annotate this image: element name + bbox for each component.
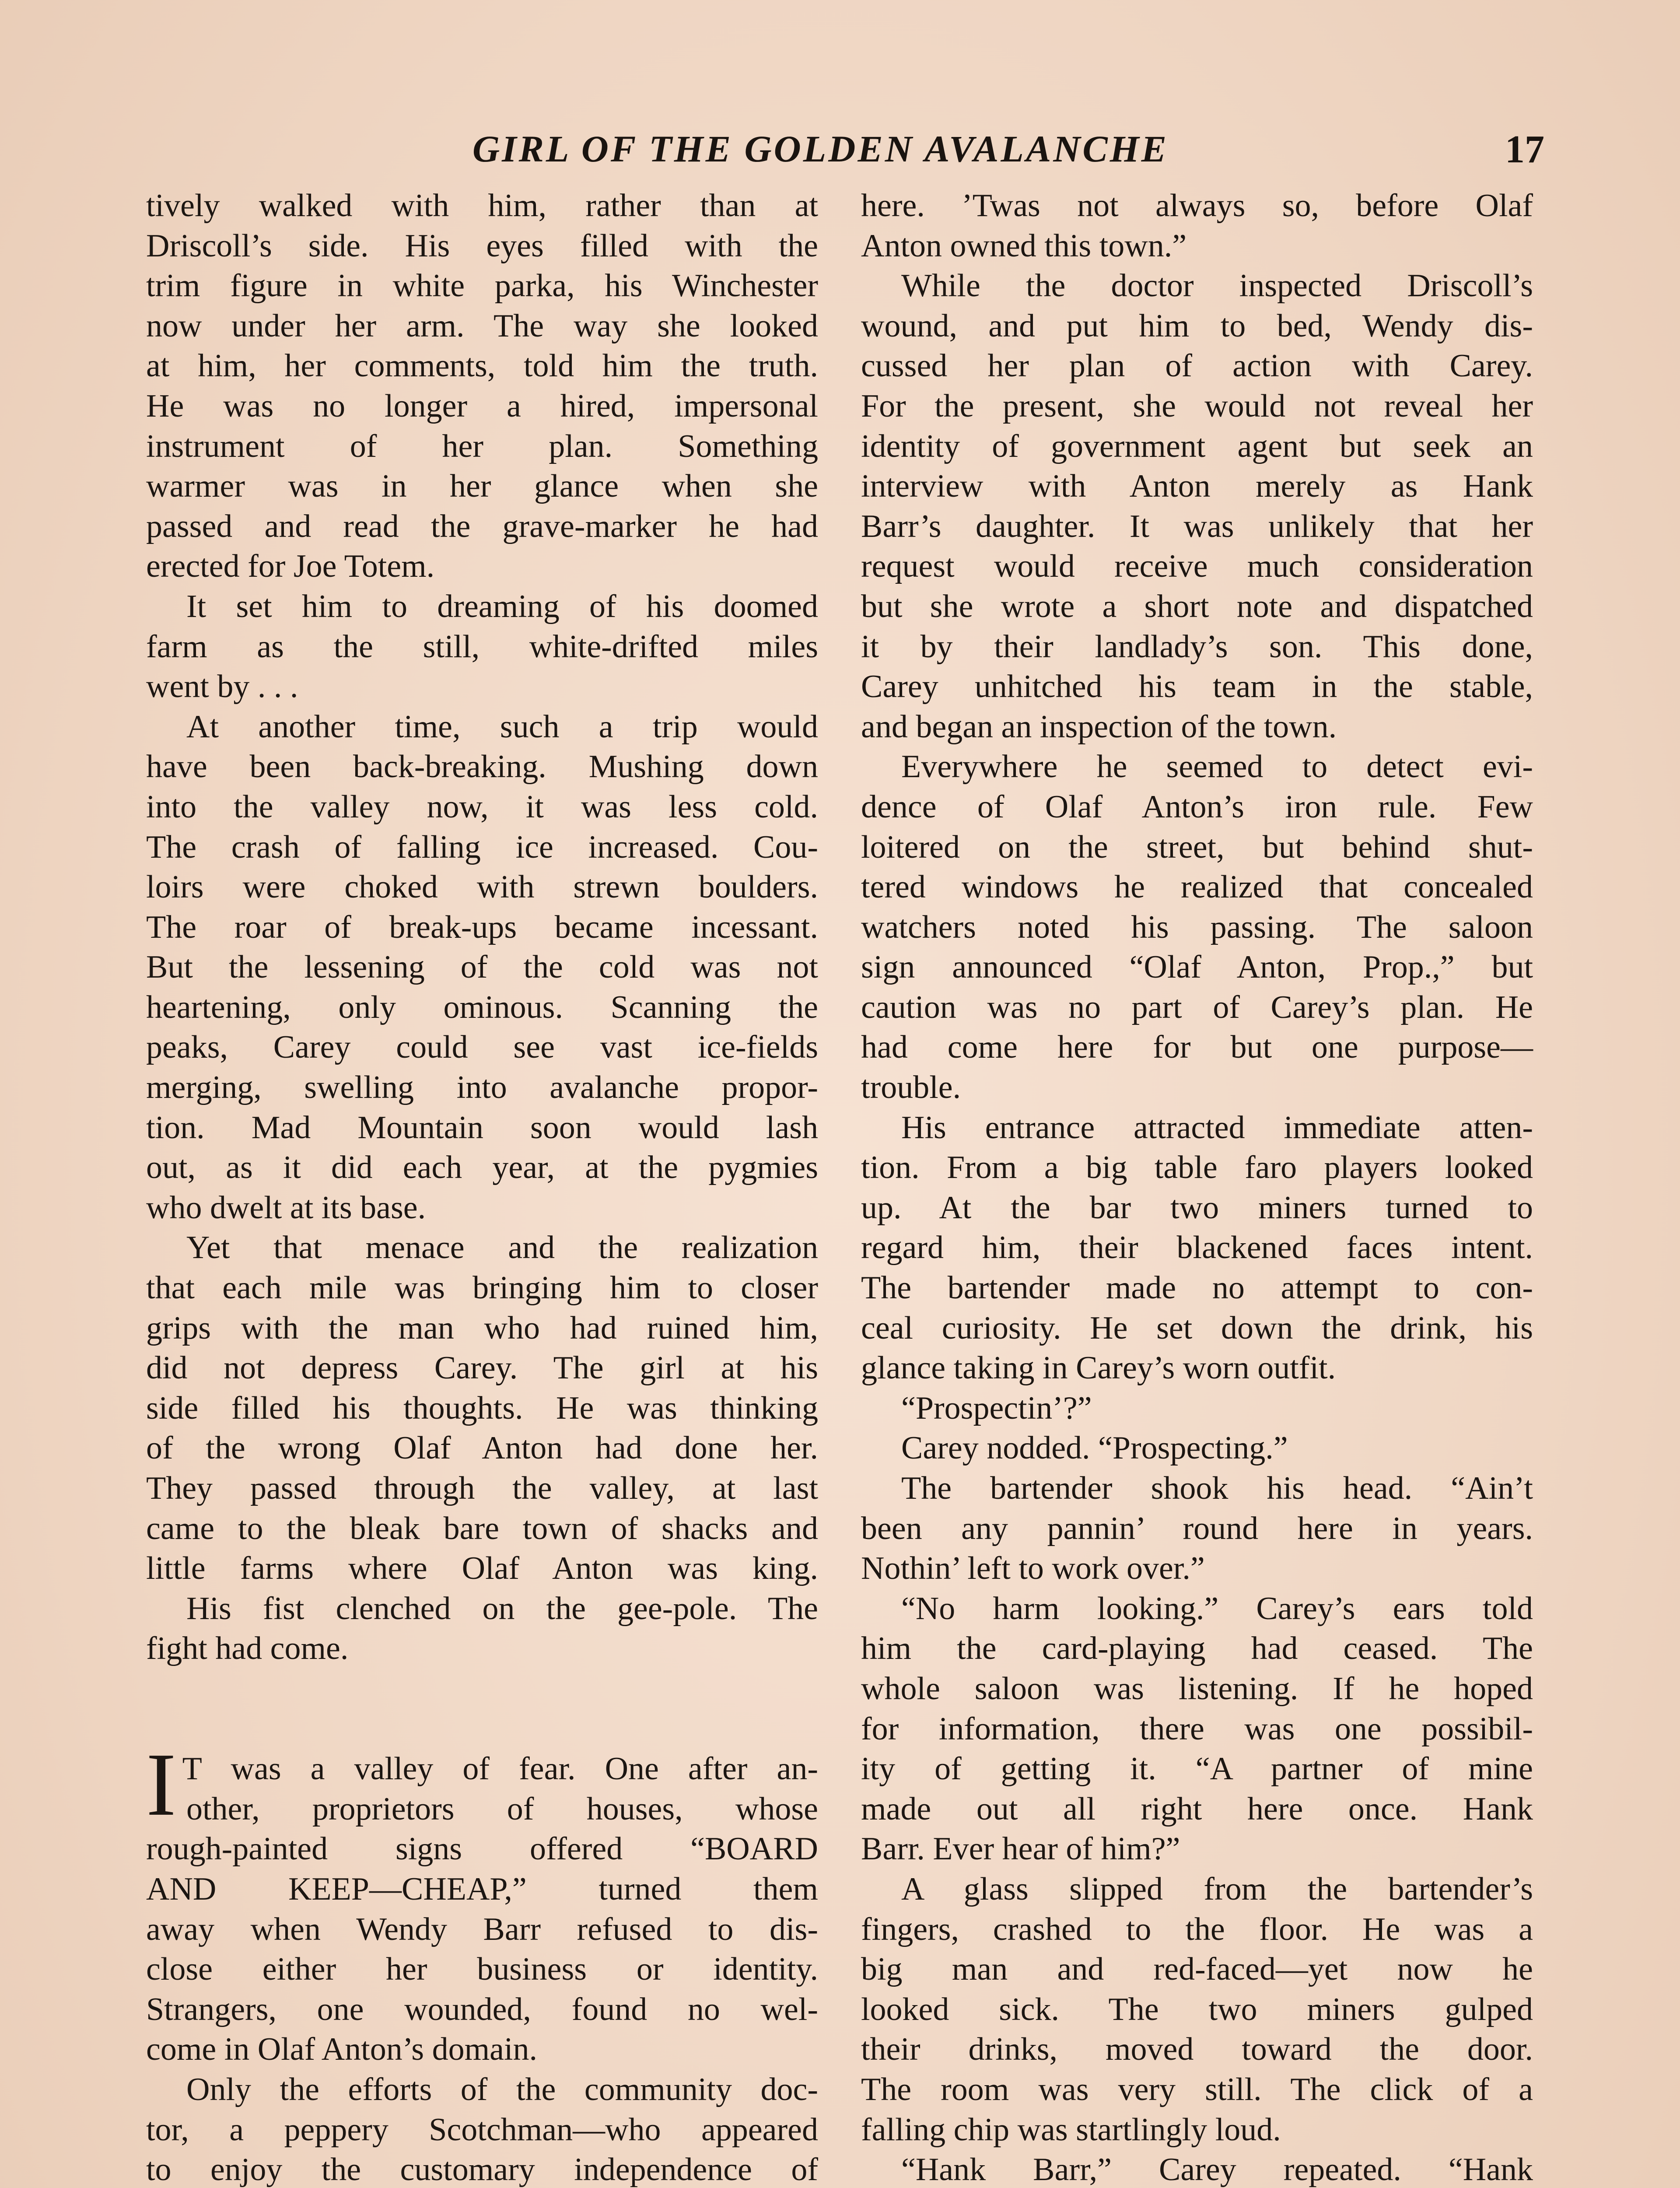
text-line: rough-painted signs offered “BOARD bbox=[146, 1831, 818, 1867]
text-column-left bbox=[146, 186, 818, 2188]
text-line: heartening, only ominous. Scanning the bbox=[146, 989, 818, 1025]
text-line bbox=[146, 1709, 818, 1750]
text-line: here. ’Twas not always so, before Olaf bbox=[861, 188, 1533, 224]
text-column-right bbox=[861, 186, 1533, 2188]
text-line: identity of government agent but seek an bbox=[861, 428, 1533, 464]
text-line: dence of Olaf Anton’s iron rule. Few bbox=[861, 789, 1533, 825]
text-line: erected for Joe Totem. bbox=[146, 548, 435, 585]
text-line: grips with the man who had ruined him, bbox=[146, 1310, 818, 1346]
text-line: wound, and put him to bed, Wendy dis- bbox=[861, 308, 1533, 344]
text-line: now under her arm. The way she looked bbox=[146, 308, 818, 344]
text-line: Nothin’ left to work over.” bbox=[861, 1550, 1205, 1587]
text-line: who dwelt at its base. bbox=[146, 1189, 426, 1226]
text-line: While the doctor inspected Driscoll’s bbox=[901, 268, 1533, 304]
text-line: fingers, crashed to the floor. He was a bbox=[861, 1911, 1533, 1947]
text-line: Only the efforts of the community doc- bbox=[186, 2071, 818, 2107]
text-line: tively walked with him, rather than at bbox=[146, 188, 818, 224]
text-line: peaks, Carey could see vast ice-fields bbox=[146, 1029, 818, 1066]
text-line: For the present, she would not reveal her bbox=[861, 388, 1533, 424]
text-line: glance taking in Carey’s worn outfit. bbox=[861, 1350, 1336, 1386]
text-line: ceal curiosity. He set down the drink, his bbox=[861, 1310, 1533, 1346]
text-line: passed and read the grave-marker he had bbox=[146, 508, 818, 544]
text-line: of the wrong Olaf Anton had done her. bbox=[146, 1430, 818, 1466]
text-line: up. At the bar two miners turned to bbox=[861, 1189, 1533, 1226]
text-line: The roar of break-ups became incessant. bbox=[146, 909, 818, 945]
text-line: side filled his thoughts. He was thinking bbox=[146, 1390, 818, 1426]
text-line: His entrance attracted immediate atten- bbox=[901, 1109, 1533, 1146]
text-line: come in Olaf Anton’s domain. bbox=[146, 2031, 538, 2068]
text-line: The bartender made no attempt to con- bbox=[861, 1270, 1533, 1306]
text-line: looked sick. The two miners gulped bbox=[861, 1991, 1533, 2027]
text-line: Carey nodded. “Prospecting.” bbox=[901, 1430, 1288, 1466]
text-line: The room was very still. The click of a bbox=[861, 2071, 1533, 2107]
text-line: into the valley now, it was less cold. bbox=[146, 789, 818, 825]
text-line: Strangers, one wounded, found no wel- bbox=[146, 1991, 818, 2027]
text-line: fight had come. bbox=[146, 1630, 349, 1667]
text-line: that each mile was bringing him to closer bbox=[146, 1270, 818, 1306]
text-line: tion. Mad Mountain soon would lash bbox=[146, 1109, 818, 1146]
text-line: His fist clenched on the gee-pole. The bbox=[186, 1590, 818, 1627]
text-line: big man and red-faced—yet now he bbox=[861, 1951, 1533, 1988]
text-line: tion. From a big table faro players looked bbox=[861, 1150, 1533, 1186]
text-line: tered windows he realized that concealed bbox=[861, 869, 1533, 905]
text-line: Barr’s daughter. It was unlikely that her bbox=[861, 508, 1533, 544]
text-line: away when Wendy Barr refused to dis- bbox=[146, 1911, 818, 1947]
text-line: falling chip was startlingly loud. bbox=[861, 2111, 1281, 2148]
text-line: other, proprietors of houses, whose bbox=[186, 1791, 818, 1827]
text-line: Driscoll’s side. His eyes filled with the bbox=[146, 228, 818, 264]
text-line: Barr. Ever hear of him?” bbox=[861, 1831, 1180, 1867]
text-line: and began an inspection of the town. bbox=[861, 708, 1337, 745]
text-line: loirs were choked with strewn boulders. bbox=[146, 869, 818, 905]
text-line: caution was no part of Carey’s plan. He bbox=[861, 989, 1533, 1025]
text-line: for information, there was one possibil- bbox=[861, 1711, 1533, 1747]
text-line: It set him to dreaming of his doomed bbox=[186, 588, 818, 624]
text-line: warmer was in her glance when she bbox=[146, 468, 818, 505]
text-line: The bartender shook his head. “Ain’t bbox=[901, 1470, 1533, 1506]
story-title: GIRL OF THE GOLDEN AVALANCHE bbox=[472, 128, 1169, 170]
text-line: He was no longer a hired, impersonal bbox=[146, 388, 818, 424]
text-line: merging, swelling into avalanche propor- bbox=[146, 1069, 818, 1106]
text-line: to enjoy the customary independence of bbox=[146, 2152, 818, 2188]
text-line: whole saloon was listening. If he hoped bbox=[861, 1670, 1533, 1707]
page-number: 17 bbox=[1505, 128, 1544, 171]
text-line: They passed through the valley, at last bbox=[146, 1470, 818, 1506]
text-line: little farms where Olaf Anton was king. bbox=[146, 1550, 818, 1587]
text-line: instrument of her plan. Something bbox=[146, 428, 818, 464]
text-line: him the card-playing had ceased. The bbox=[861, 1630, 1533, 1667]
text-line: made out all right here once. Hank bbox=[861, 1791, 1533, 1827]
text-line bbox=[146, 1669, 818, 1709]
text-line: “No harm looking.” Carey’s ears told bbox=[901, 1590, 1533, 1627]
text-line: Anton owned this town.” bbox=[861, 228, 1187, 264]
text-line: Everywhere he seemed to detect evi- bbox=[901, 749, 1533, 785]
text-line: had come here for but one purpose— bbox=[861, 1029, 1533, 1066]
text-line: loitered on the street, but behind shut- bbox=[861, 829, 1533, 865]
text-line: farm as the still, white-drifted miles bbox=[146, 628, 818, 665]
text-line: it by their landlady’s son. This done, bbox=[861, 628, 1533, 665]
running-header bbox=[0, 127, 1680, 179]
text-line: watchers noted his passing. The saloon bbox=[861, 909, 1533, 945]
text-line: out, as it did each year, at the pygmies bbox=[146, 1150, 818, 1186]
text-line: But the lessening of the cold was not bbox=[146, 949, 818, 985]
text-line: regard him, their blackened faces intent. bbox=[861, 1230, 1533, 1266]
text-line: Yet that menace and the realization bbox=[186, 1230, 818, 1266]
text-line: “Prospectin’?” bbox=[901, 1390, 1092, 1426]
text-line: interview with Anton merely as Hank bbox=[861, 468, 1533, 505]
text-line: their drinks, moved toward the door. bbox=[861, 2031, 1533, 2068]
text-line: IT was a valley of fear. One after an- bbox=[146, 1734, 818, 1835]
text-line: AND KEEP—CHEAP,” turned them bbox=[146, 1871, 818, 1907]
text-line: went by . . . bbox=[146, 669, 298, 705]
text-line: came to the bleak bare town of shacks and bbox=[146, 1510, 818, 1546]
text-line: “Hank Barr,” Carey repeated. “Hank bbox=[901, 2152, 1533, 2188]
text-line: The crash of falling ice increased. Cou- bbox=[146, 829, 818, 865]
text-line: request would receive much consideration bbox=[861, 548, 1533, 585]
text-line: tor, a peppery Scotchman—who appeared bbox=[146, 2111, 818, 2148]
text-line: have been back-breaking. Mushing down bbox=[146, 749, 818, 785]
text-line: Carey unhitched his team in the stable, bbox=[861, 669, 1533, 705]
text-line: trouble. bbox=[861, 1069, 961, 1106]
text-line: A glass slipped from the bartender’s bbox=[901, 1871, 1533, 1907]
text-line: trim figure in white parka, his Winchester bbox=[146, 268, 818, 304]
text-line: did not depress Carey. The girl at his bbox=[146, 1350, 818, 1386]
text-line: At another time, such a trip would bbox=[186, 708, 818, 745]
text-line: but she wrote a short note and dispatched bbox=[861, 588, 1533, 624]
text-line: at him, her comments, told him the truth. bbox=[146, 348, 818, 384]
text-line: close either her business or identity. bbox=[146, 1951, 818, 1988]
text-line: cussed her plan of action with Carey. bbox=[861, 348, 1533, 384]
text-line: been any pannin’ round here in years. bbox=[861, 1510, 1533, 1546]
text-line: ity of getting it. “A partner of mine bbox=[861, 1751, 1533, 1787]
text-line: sign announced “Olaf Anton, Prop.,” but bbox=[861, 949, 1533, 985]
